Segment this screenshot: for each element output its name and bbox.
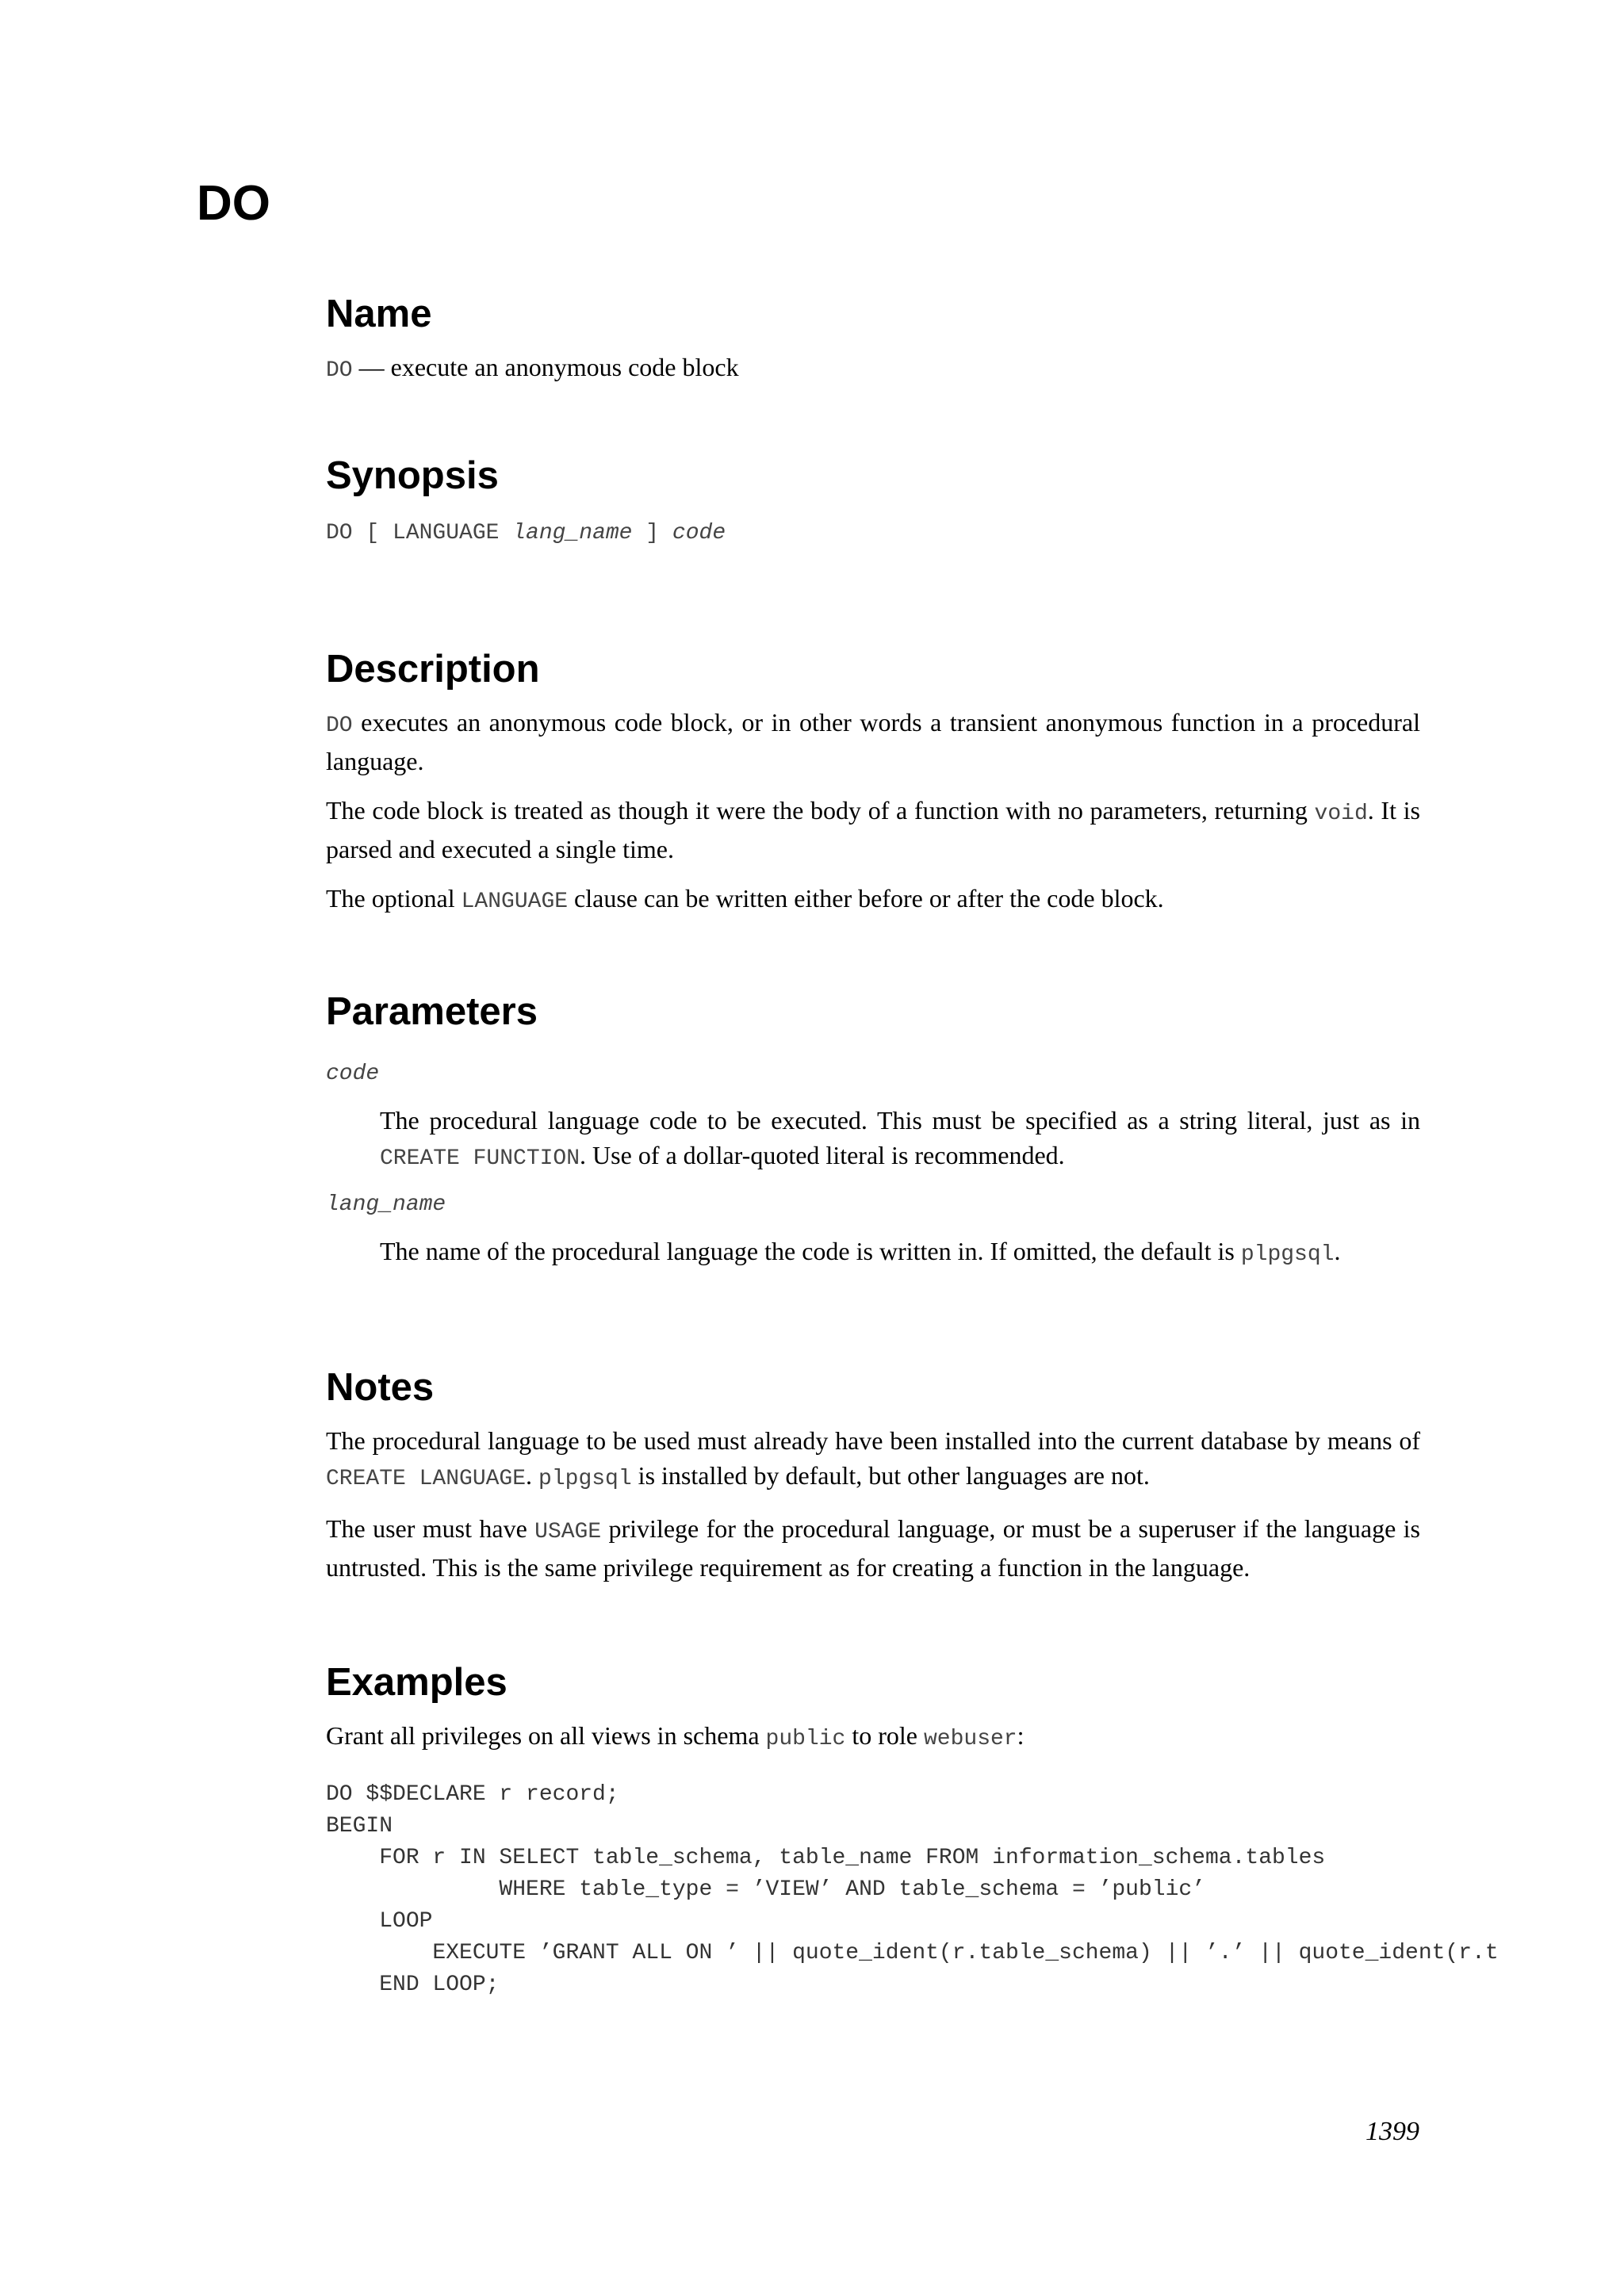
notes-paragraph-1	[326, 1423, 1420, 1497]
section-name	[326, 295, 1420, 388]
name-line	[326, 350, 1420, 388]
synopsis-code: code	[672, 521, 726, 545]
section-heading-notes: Notes	[326, 1366, 435, 1409]
parameter-lang-def-tail: .	[1334, 1237, 1341, 1265]
description-p2-text: The code block is treated as though it were the body of a function with no parameters, returning	[326, 796, 1315, 825]
synopsis-lang-name: lang_name	[512, 521, 633, 545]
parameter-definition-lang-name	[380, 1234, 1420, 1272]
section-heading-synopsis: Synopsis	[326, 454, 499, 497]
code-line-4: WHERE table_type = ’VIEW’ AND table_schema = ’public’	[326, 1877, 1205, 1902]
description-p1-text: executes an anonymous code block, or in other words a transient anonymous function in a procedural language.	[326, 708, 1420, 775]
section-heading-parameters: Parameters	[326, 990, 538, 1033]
description-p2-tail: . It is parsed and executed a single time.	[326, 796, 1421, 863]
section-notes	[326, 1368, 1420, 1585]
synopsis-part1: DO [ LANGUAGE	[326, 521, 513, 545]
description-p2-code: void	[1314, 802, 1368, 826]
description-paragraph-3	[326, 881, 1420, 920]
name-text: — execute an anonymous code block	[352, 353, 739, 381]
description-paragraph-2	[326, 793, 1420, 867]
section-heading-description: Description	[326, 648, 540, 691]
notes-p1-mid: .	[526, 1461, 539, 1490]
code-line-2: BEGIN	[326, 1814, 393, 1839]
synopsis-line	[326, 516, 1420, 551]
synopsis-part2: ]	[632, 521, 672, 545]
description-p3-pre: The optional	[326, 884, 462, 913]
parameter-code-def-tail: . Use of a dollar-quoted literal is recommended.	[580, 1141, 1065, 1169]
examples-intro-code2: webuser	[923, 1727, 1017, 1751]
notes-p2-tail: privilege for the procedural language, or must be a superuser if the language is untrusted. This is the same privilege requirement as for creating a function in the language.	[326, 1514, 1421, 1582]
section-description	[326, 650, 1420, 920]
parameter-code-def-code: CREATE FUNCTION	[380, 1146, 580, 1171]
examples-intro-pre: Grant all privileges on all views in schema	[326, 1721, 766, 1750]
parameter-lang-def-code: plpgsql	[1240, 1242, 1335, 1267]
examples-intro-tail: :	[1017, 1721, 1025, 1750]
section-heading-examples: Examples	[326, 1661, 508, 1704]
description-p1-command: DO	[326, 714, 353, 738]
notes-p1-code1: CREATE LANGUAGE	[326, 1467, 527, 1491]
notes-p1-code2: plpgsql	[538, 1467, 632, 1491]
notes-paragraph-2	[326, 1511, 1420, 1585]
notes-p2-code: USAGE	[534, 1520, 602, 1544]
notes-p1-tail: is installed by default, but other languages are not.	[631, 1461, 1150, 1490]
code-line-5: LOOP	[326, 1909, 433, 1934]
parameter-term-code: code	[326, 1062, 380, 1086]
parameter-lang-def-text: The name of the procedural language the code is written in. If omitted, the default is	[380, 1237, 1241, 1265]
examples-intro-mid: to role	[845, 1721, 924, 1750]
parameter-code-def-text: The procedural language code to be executed. This must be specified as a string literal, just as in	[380, 1106, 1420, 1135]
page-number: 1399	[1365, 2117, 1419, 2146]
description-p3-code: LANGUAGE	[461, 890, 569, 914]
notes-p1-pre: The procedural language to be used must already have been installed into the current database by means of	[326, 1426, 1420, 1455]
example-code-block	[326, 1779, 1624, 2001]
section-examples	[326, 1661, 1499, 2001]
section-synopsis	[326, 454, 1420, 551]
code-line-6: EXECUTE ’GRANT ALL ON ’ || quote_ident(r.table_schema) || ’.’ || quote_ident(r.t	[326, 1941, 1499, 1965]
parameter-term-lang-name: lang_name	[326, 1192, 446, 1217]
code-line-1: DO $$DECLARE r record;	[326, 1782, 619, 1807]
code-line-7: END LOOP;	[326, 1973, 500, 1997]
notes-p2-pre: The user must have	[326, 1514, 535, 1543]
name-command: DO	[326, 358, 353, 383]
examples-intro	[326, 1718, 1420, 1757]
page-title: DO	[197, 176, 270, 231]
section-parameters	[326, 990, 1420, 1272]
examples-intro-code1: public	[765, 1727, 846, 1751]
code-line-3: FOR r IN SELECT table_schema, table_name FROM information_schema.tables	[326, 1846, 1326, 1870]
section-heading-name: Name	[326, 293, 432, 335]
parameter-definition-code	[380, 1103, 1420, 1177]
description-paragraph-1	[326, 705, 1420, 779]
description-p3-tail: clause can be written either before or after the code block.	[568, 884, 1164, 913]
